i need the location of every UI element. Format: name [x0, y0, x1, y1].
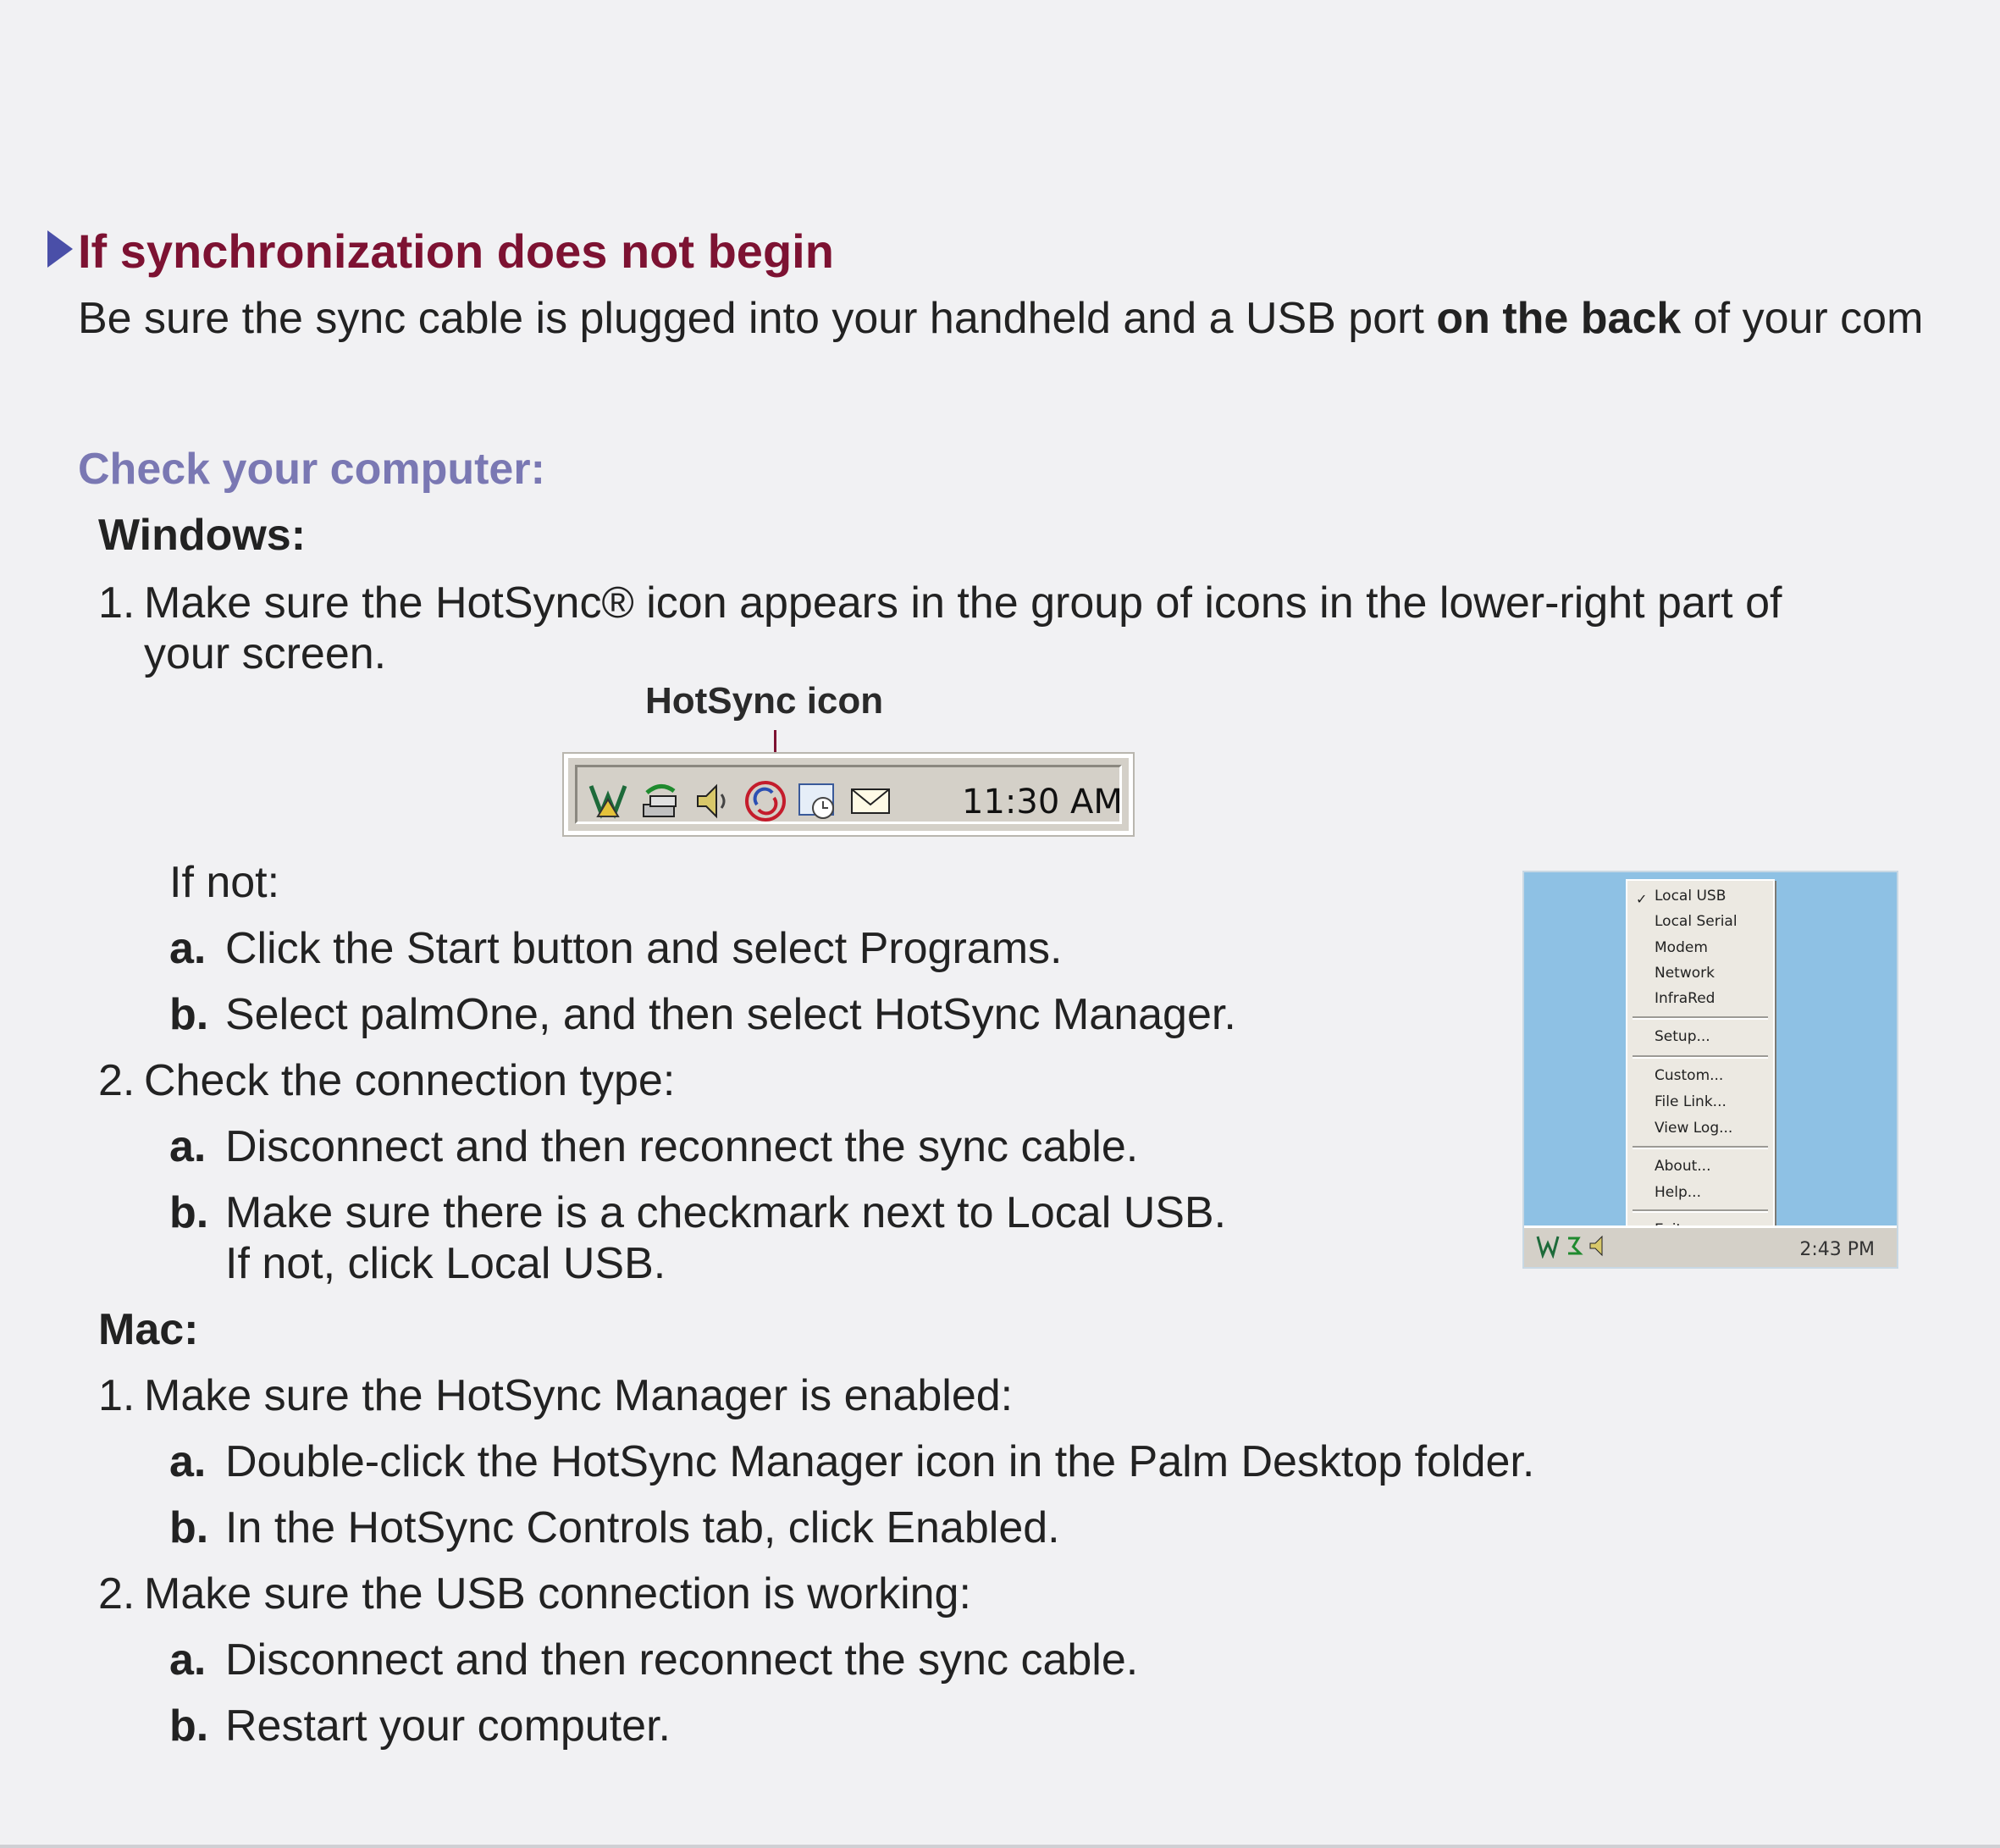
bottom-divider	[0, 1845, 2000, 1848]
intro-paragraph: Be sure the sync cable is plugged into your handheld and a USB port on the back of your com	[78, 294, 1924, 343]
heading-arrow-icon	[47, 230, 73, 268]
popup-taskbar	[1524, 1226, 1897, 1267]
scheduler-icon	[796, 779, 840, 823]
check-computer-heading: Check your computer:	[78, 445, 545, 494]
menu-item-local-serial[interactable]: Local Serial	[1655, 913, 1738, 930]
mac-step-2a: a. Disconnect and then reconnect the sync cable.	[169, 1635, 1139, 1685]
network-icon	[638, 779, 682, 823]
windows-step-1-continued: your screen.	[144, 629, 387, 678]
mac-label: Mac:	[98, 1305, 199, 1354]
system-tray-illustration	[564, 754, 1133, 835]
hotsync-manager-icon	[586, 779, 630, 823]
section-heading: If synchronization does not begin	[78, 224, 834, 278]
menu-item-modem[interactable]: Modem	[1655, 939, 1708, 956]
menu-item-about[interactable]: About...	[1655, 1158, 1711, 1175]
menu-item-infrared[interactable]: InfraRed	[1655, 990, 1715, 1007]
menu-separator	[1633, 1146, 1768, 1149]
windows-step-1a: a. Click the Start button and select Programs.	[169, 924, 1063, 973]
mail-icon	[848, 779, 892, 823]
menu-item-view-log[interactable]: View Log...	[1655, 1120, 1733, 1137]
menu-item-setup[interactable]: Setup...	[1655, 1028, 1710, 1045]
hotsync-icon	[743, 779, 787, 823]
popup-tray-clock: 2:43 PM	[1799, 1239, 1875, 1260]
mac-step-2b: b. Restart your computer.	[169, 1701, 671, 1751]
tray-icons-small	[1534, 1233, 1619, 1259]
if-not-label: If not:	[169, 858, 280, 907]
windows-step-1b: b. Select palmOne, and then select HotSync Manager.	[169, 990, 1236, 1039]
hotsync-context-menu	[1626, 879, 1775, 1245]
tray-clock: 11:30 AM	[962, 783, 1123, 822]
menu-item-custom[interactable]: Custom...	[1655, 1067, 1724, 1084]
menu-separator	[1633, 1209, 1768, 1213]
menu-separator	[1633, 1055, 1768, 1059]
windows-step-2a: a. Disconnect and then reconnect the sync cable.	[169, 1122, 1139, 1171]
menu-item-local-usb[interactable]: Local USB	[1655, 888, 1727, 905]
hotsync-icon-callout: HotSync icon	[645, 680, 884, 722]
windows-step-2: 2. Check the connection type:	[98, 1056, 676, 1105]
volume-icon	[691, 779, 735, 823]
windows-step-2b-continued: If not, click Local USB.	[225, 1239, 666, 1288]
windows-step-2b: b. Make sure there is a checkmark next to Local USB.	[169, 1188, 1227, 1237]
checkmark-icon: ✓	[1636, 891, 1648, 907]
mac-step-1: 1. Make sure the HotSync Manager is enabled:	[98, 1371, 1014, 1420]
hotsync-menu-screenshot	[1522, 871, 1898, 1269]
menu-item-file-link[interactable]: File Link...	[1655, 1093, 1727, 1110]
mac-step-2: 2. Make sure the USB connection is working:	[98, 1569, 971, 1618]
windows-label: Windows:	[98, 511, 307, 560]
mac-step-1a: a. Double-click the HotSync Manager icon in the Palm Desktop folder.	[169, 1437, 1535, 1486]
mac-step-1b: b. In the HotSync Controls tab, click Enabled.	[169, 1503, 1060, 1552]
menu-item-help[interactable]: Help...	[1655, 1184, 1701, 1201]
windows-step-1: 1. Make sure the HotSync® icon appears in the group of icons in the lower-right part of	[98, 578, 1782, 628]
menu-item-network[interactable]: Network	[1655, 965, 1715, 982]
menu-separator	[1633, 1016, 1768, 1020]
